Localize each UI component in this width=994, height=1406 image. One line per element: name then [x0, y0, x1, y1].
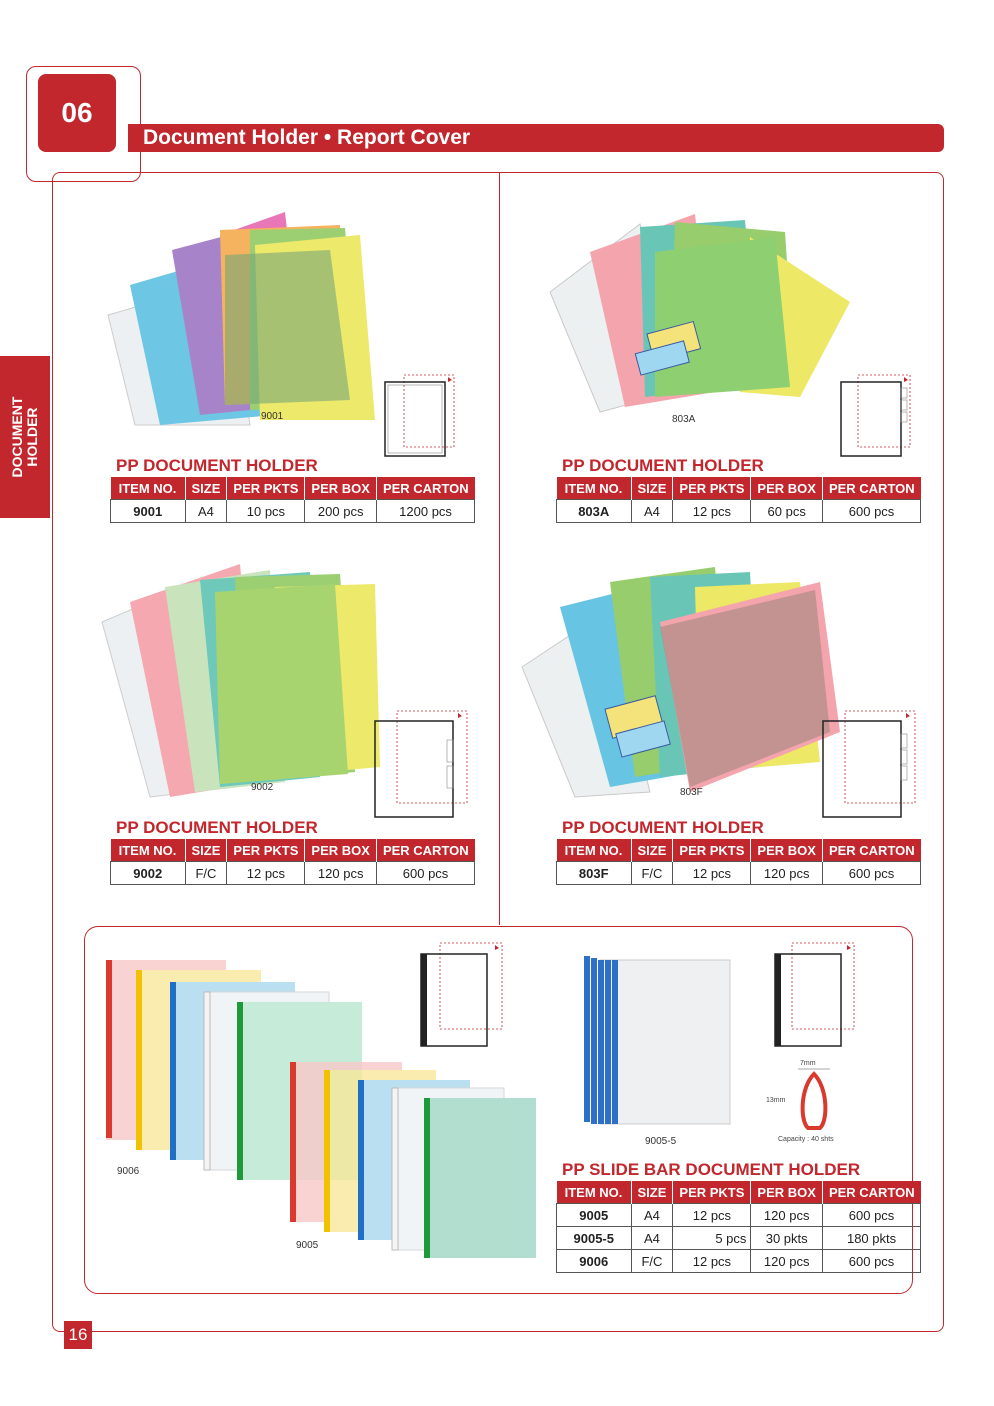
col-size: SIZE — [631, 1181, 673, 1204]
cell-box: 200 pcs — [305, 500, 377, 523]
table-header-row — [557, 477, 921, 500]
col-per-pkts: PER PKTS — [227, 839, 305, 862]
section-side-tab[interactable] — [0, 356, 50, 518]
col-per-box: PER BOX — [751, 839, 823, 862]
cell-size: F/C — [185, 862, 227, 885]
cell-item: 803A — [557, 500, 632, 523]
cell-box: 120 pcs — [751, 1250, 823, 1273]
cell-carton: 1200 pcs — [376, 500, 474, 523]
side-tab-line1: DOCUMENT — [9, 396, 25, 478]
col-item-no: ITEM NO. — [111, 839, 186, 862]
col-per-box: PER BOX — [751, 1181, 823, 1204]
cell-pkts: 12 pcs — [673, 500, 751, 523]
product-title-803a: PP DOCUMENT HOLDER — [562, 456, 764, 475]
pocket-diagram-9002 — [374, 710, 469, 818]
cell-pkts: 12 pcs — [673, 862, 751, 885]
profile-width-label: 7mm — [800, 1060, 816, 1067]
col-per-pkts: PER PKTS — [673, 839, 751, 862]
product-title-9001: PP DOCUMENT HOLDER — [116, 456, 318, 475]
col-per-box: PER BOX — [751, 477, 823, 500]
table-row — [557, 1227, 921, 1250]
cell-size: A4 — [631, 500, 673, 523]
product-title-9002: PP DOCUMENT HOLDER — [116, 818, 318, 837]
col-per-carton: PER CARTON — [822, 477, 920, 500]
cell-size: F/C — [631, 1250, 673, 1273]
cell-item: 9005-5 — [557, 1227, 632, 1250]
col-size: SIZE — [631, 477, 673, 500]
image-label-9006: 9006 — [117, 1166, 140, 1177]
table-header-row — [557, 839, 921, 862]
cell-pkts: 12 pcs — [673, 1204, 751, 1227]
cell-item: 803F — [557, 862, 632, 885]
table-row — [557, 1204, 921, 1227]
product-image-9005-5 — [582, 956, 732, 1126]
product-image-9002 — [100, 562, 385, 802]
product-image-803a — [545, 212, 850, 412]
image-label-803a: 803A — [672, 414, 696, 425]
cell-pkts: 5 pcs — [673, 1227, 751, 1250]
pocket-diagram-9006 — [420, 942, 505, 1048]
product-title-803f: PP DOCUMENT HOLDER — [562, 818, 764, 837]
col-per-carton: PER CARTON — [822, 1181, 920, 1204]
spec-table-slide-bar — [556, 1181, 921, 1273]
image-label-9005-5: 9005-5 — [645, 1136, 677, 1147]
cell-size: F/C — [631, 862, 673, 885]
col-per-pkts: PER PKTS — [673, 477, 751, 500]
cell-box: 120 pcs — [305, 862, 377, 885]
product-image-9005 — [288, 1060, 543, 1260]
cell-carton: 600 pcs — [822, 1204, 920, 1227]
cell-pkts: 12 pcs — [227, 862, 305, 885]
pocket-diagram-9001 — [384, 374, 456, 456]
col-per-pkts: PER PKTS — [673, 1181, 751, 1204]
page-number: 16 — [64, 1321, 92, 1349]
col-item-no: ITEM NO. — [557, 477, 632, 500]
product-title-slide-bar: PP SLIDE BAR DOCUMENT HOLDER — [562, 1160, 861, 1179]
product-image-9001 — [100, 210, 390, 430]
column-divider — [499, 173, 500, 925]
image-label-9001: 9001 — [261, 411, 284, 422]
image-label-803f: 803F — [680, 787, 703, 798]
col-per-box: PER BOX — [305, 477, 377, 500]
cell-carton: 600 pcs — [822, 500, 920, 523]
table-row — [557, 500, 921, 523]
image-label-9005: 9005 — [296, 1240, 319, 1251]
col-per-carton: PER CARTON — [376, 477, 474, 500]
cell-item: 9001 — [111, 500, 186, 523]
cell-item: 9005 — [557, 1204, 632, 1227]
product-image-803f — [520, 562, 842, 797]
spec-table-9001 — [110, 477, 475, 523]
table-header-row — [557, 1181, 921, 1204]
table-header-row — [111, 839, 475, 862]
chapter-number: 06 — [38, 74, 116, 152]
spec-table-803f — [556, 839, 921, 885]
col-item-no: ITEM NO. — [557, 1181, 632, 1204]
table-header-row — [111, 477, 475, 500]
cell-box: 30 pkts — [751, 1227, 823, 1250]
table-row — [557, 862, 921, 885]
profile-capacity-label: Capacity : 40 shts — [778, 1136, 834, 1143]
profile-height-label: 13mm — [766, 1097, 786, 1104]
cell-size: A4 — [631, 1227, 673, 1250]
col-size: SIZE — [185, 477, 227, 500]
col-size: SIZE — [185, 839, 227, 862]
table-row — [111, 862, 475, 885]
cell-box: 60 pcs — [751, 500, 823, 523]
table-row — [557, 1250, 921, 1273]
pocket-diagram-9005-5 — [774, 942, 859, 1048]
image-label-9002: 9002 — [251, 782, 274, 793]
cell-item: 9006 — [557, 1250, 632, 1273]
cell-size: A4 — [185, 500, 227, 523]
col-per-pkts: PER PKTS — [227, 477, 305, 500]
cell-carton: 180 pkts — [822, 1227, 920, 1250]
col-per-carton: PER CARTON — [376, 839, 474, 862]
col-size: SIZE — [631, 839, 673, 862]
col-item-no: ITEM NO. — [111, 477, 186, 500]
spec-table-803a — [556, 477, 921, 523]
pocket-diagram-803f — [822, 710, 917, 818]
cell-pkts: 12 pcs — [673, 1250, 751, 1273]
side-tab-line2: HOLDER — [24, 407, 40, 467]
page-title: Document Holder • Report Cover — [128, 124, 944, 152]
cell-item: 9002 — [111, 862, 186, 885]
cell-pkts: 10 pcs — [227, 500, 305, 523]
cell-size: A4 — [631, 1204, 673, 1227]
slide-bar-profile-diagram — [794, 1066, 834, 1134]
col-per-carton: PER CARTON — [822, 839, 920, 862]
cell-carton: 600 pcs — [822, 862, 920, 885]
cell-carton: 600 pcs — [822, 1250, 920, 1273]
table-row — [111, 500, 475, 523]
cell-box: 120 pcs — [751, 862, 823, 885]
col-item-no: ITEM NO. — [557, 839, 632, 862]
pocket-diagram-803a — [840, 374, 915, 456]
cell-carton: 600 pcs — [376, 862, 474, 885]
spec-table-9002 — [110, 839, 475, 885]
cell-box: 120 pcs — [751, 1204, 823, 1227]
col-per-box: PER BOX — [305, 839, 377, 862]
